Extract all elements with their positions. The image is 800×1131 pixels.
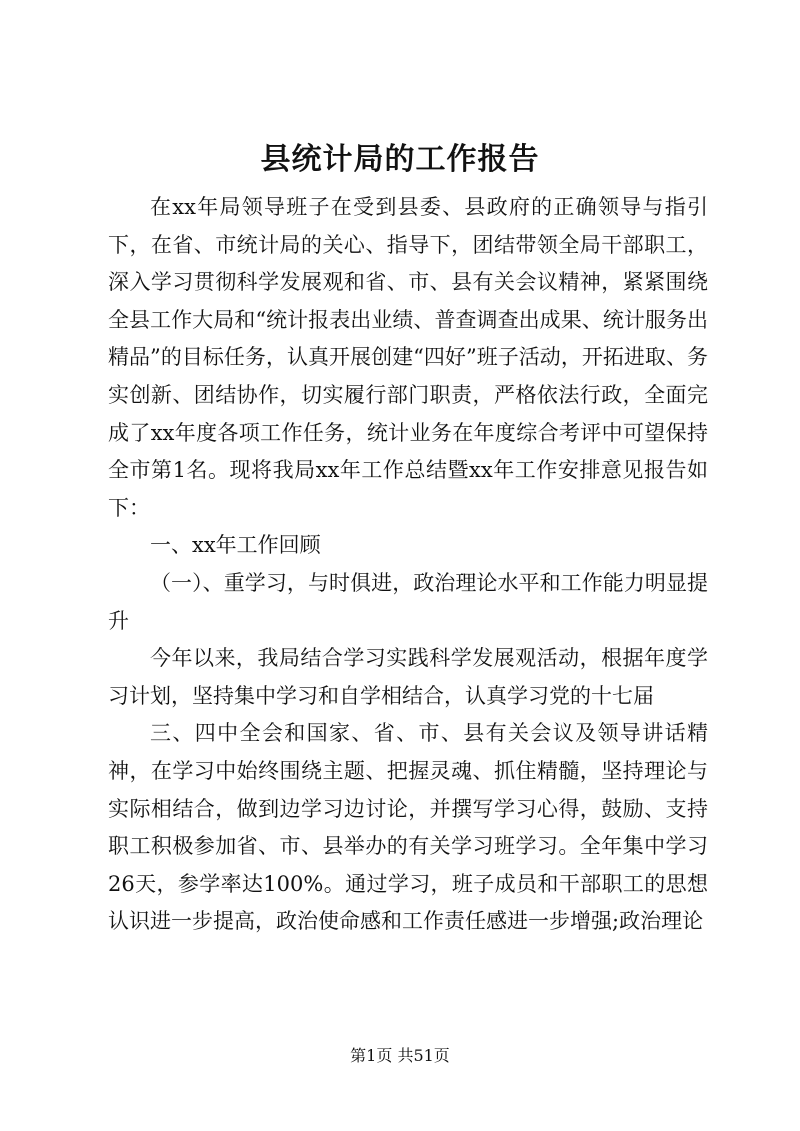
subsection-heading: （一）、重学习，与时俱进，政治理论水平和工作能力明显提升 xyxy=(108,570,708,633)
paragraph-plenary: 三、四中全会和国家、省、市、县有关会议及领导讲话精神，在学习中始终围绕主题、把握灵魂、抓住精髓，坚持理论与实际相结合，做到边学习边讨论，并撰写学习心得，鼓励、支持职工积极参加省、市、县举办的有关学习班学习。全年集中学习26天，参学率达100%。通过学习，班子成员和干部职工的思想认识进一步提高，政治使命感和工作责任感进一步增强;政治理论 xyxy=(108,721,708,934)
page-footer: 第1页 共51页 xyxy=(350,1046,450,1065)
page-title: 县统计局的工作报告 xyxy=(260,142,540,177)
paragraph-intro: 在xx年局领导班子在受到县委、县政府的正确领导与指引下，在省、市统计局的关心、指导下，团结带领全局干部职工，深入学习贯彻科学发展观和省、市、县有关会议精神，紧紧围绕全县工作大局和“统计报表出业绩、普查调查出成果、统计服务出精品”的目标任务，认真开展创建“四好”班子活动，开拓进取、务实创新、团结协作，切实履行部门职责，严格依法行政，全面完成了xx年度各项工作任务，统计业务在年度综合考评中可望保持全市第1名。现将我局xx年工作总结暨xx年工作安排意见报告如下： xyxy=(108,195,708,520)
document-body xyxy=(108,189,708,941)
paragraph-study: 今年以来，我局结合学习实践科学发展观活动，根据年度学习计划，坚持集中学习和自学相结合，认真学习党的十七届 xyxy=(108,646,708,708)
section-heading: 一、xx年工作回顾 xyxy=(150,533,321,558)
